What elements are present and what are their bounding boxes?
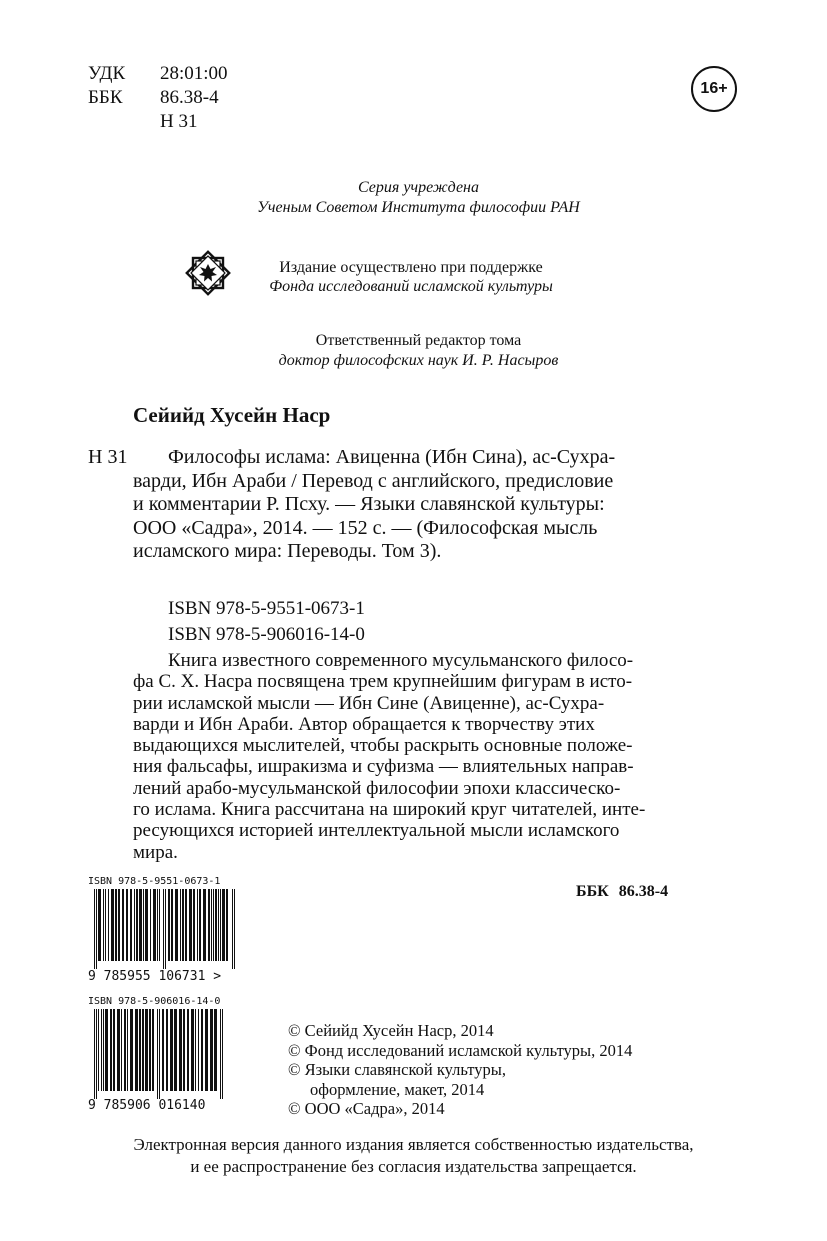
udk-label: УДК [88,63,126,84]
bib-line: Философы ислама: Авиценна (Ибн Сина), ас-Сухра- [168,446,616,468]
copyright-line: © Языки славянской культуры, [288,1060,506,1079]
barcode-2-number: 9 785906 016140 [88,1098,206,1113]
annotation-line: варди и Ибн Араби. Автор обращается к творчеству этих [133,713,595,735]
annotation [133,650,678,863]
annotation-line: ния фальсафы, ишракизма и суфизма — влиятельных направ- [133,756,634,778]
barcode-2 [94,1009,224,1099]
editor-line1: Ответственный редактор тома [315,332,522,349]
bbk-row [88,86,228,110]
classification-codes [88,62,228,134]
rights-line2: и ее распространение без согласия издательства запрещается. [190,1157,637,1176]
author-mark-row [88,110,228,134]
annotation-line: Книга известного современного мусульманского филосо- [168,650,634,671]
series-line1: Серия учреждена [358,179,479,196]
bib-line: варди, Ибн Араби / Перевод с английского, предисловие [133,469,614,492]
annotation-line: ресующихся историей интеллектуальной мысли исламского [133,820,620,842]
barcode-1 [94,889,236,969]
bbk-bottom-value: 86.38-4 [618,883,669,900]
copyright-line: © Фонд исследований исламской культуры, 2014 [288,1040,633,1060]
annotation-line: го ислама. Книга рассчитана на широкий круг читателей, инте- [133,799,646,821]
bibliographic-description [133,446,678,564]
fund-support-note [256,258,566,296]
udk-row [88,62,228,86]
call-number: Н 31 [88,446,128,468]
series-note [0,178,827,218]
series-line2: Ученым Советом Института философии РАН [257,199,580,216]
author-name: Сейийд Хусейн Наср [133,403,331,427]
bib-line: исламского мира: Переводы. Том 3). [133,540,442,562]
bib-line: ООО «Садра», 2014. — 152 с. — (Философская мысль [133,516,598,539]
annotation-line: фа С. Х. Насра посвящена трем крупнейшим фигурам в исто- [133,671,633,693]
editor-note [0,331,827,371]
author-mark: Н 31 [160,111,198,132]
copyright-block [288,1021,632,1119]
barcode-1-number: 9 785955 106731 > [88,969,222,984]
annotation-line: рии исламской мысли — Ибн Сине (Авиценне), ас-Сухра- [133,692,605,714]
isbn-2: ISBN 978-5-906016-14-0 [168,624,365,645]
bib-line: и комментарии Р. Псху. — Языки славянской культуры: [133,493,605,515]
barcode-2-label: ISBN 978-5-906016-14-0 [88,996,221,1007]
bbk-label: ББК [88,87,123,108]
barcode-1-label: ISBN 978-5-9551-0673-1 [88,876,221,887]
annotation-line: выдающихся мыслителей, чтобы раскрыть основные положе- [133,735,633,757]
bbk-value: 86.38-4 [160,87,219,108]
copyright-line: © Сейийд Хусейн Наср, 2014 [288,1021,494,1040]
copyright-line: оформление, макет, 2014 [310,1079,485,1099]
annotation-line: мира. [133,841,178,863]
fund-line2: Фонда исследований исламской культуры [269,278,553,295]
editor-line2: доктор философских наук И. Р. Насыров [278,352,559,369]
copyright-line: © ООО «Садра», 2014 [288,1099,445,1118]
octagram-star-icon [183,248,233,298]
isbn-1: ISBN 978-5-9551-0673-1 [168,598,365,619]
fund-line1: Издание осуществлено при поддержке [279,259,543,276]
bbk-bottom-label: ББК [576,883,609,900]
annotation-line: лений арабо-мусульманской философии эпохи классическо- [133,777,621,799]
bbk-bottom [576,883,668,901]
rights-notice [0,1134,827,1178]
udk-value: 28:01:00 [160,63,228,84]
rights-line1: Электронная версия данного издания является собственностью издательства, [133,1135,694,1154]
age-rating-badge: 16+ [691,66,737,112]
